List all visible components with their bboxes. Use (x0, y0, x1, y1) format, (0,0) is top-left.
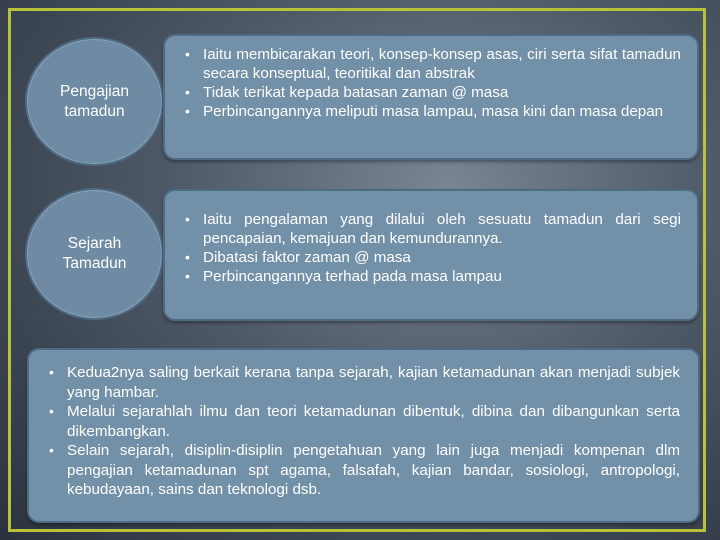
list-item: • Melalui sejarahlah ilmu dan teori ketamadunan dibentuk, dibina dan dibangunkan serta dikembangkan. (49, 402, 680, 441)
hubungan-list (49, 363, 680, 500)
list-item: • Selain sejarah, disiplin-disiplin pengetahuan yang lain juga menjadi kompenan dlm pengajian ketamadunan spt agama, falsafah, kajian bandar, sosiologi, antropologi, kebudayaan, sains dan teknologi dsb. (49, 441, 680, 500)
label-pengajian-tamadun (25, 37, 164, 166)
pengajian-tamadun-list (185, 45, 681, 121)
label-sejarah-tamadun-text: Sejarah Tamadun (62, 235, 127, 272)
hubungan-box (27, 348, 700, 523)
list-item: • Perbincangannya terhad pada masa lampau (185, 267, 681, 286)
label-pengajian-tamadun-text: Pengajian tamadun (60, 82, 129, 120)
sejarah-tamadun-box (163, 189, 699, 321)
sejarah-tamadun-list (185, 210, 681, 286)
label-sejarah-tamadun (25, 188, 164, 320)
list-item: • Iaitu membicarakan teori, konsep-konsep asas, ciri serta sifat tamadun secara konseptual, teoritikal dan abstrak (185, 45, 681, 83)
list-item: • Iaitu pengalaman yang dilalui oleh sesuatu tamadun dari segi pencapaian, kemajuan dan kemundurannya. (185, 210, 681, 248)
list-item: • Kedua2nya saling berkait kerana tanpa sejarah, kajian ketamadunan akan menjadi subjek yang hambar. (49, 363, 680, 402)
list-item: • Dibatasi faktor zaman @ masa (185, 248, 681, 267)
list-item: • Tidak terikat kepada batasan zaman @ masa (185, 83, 681, 102)
list-item: • Perbincangannya meliputi masa lampau, masa kini dan masa depan (185, 102, 681, 121)
pengajian-tamadun-box (163, 34, 699, 160)
